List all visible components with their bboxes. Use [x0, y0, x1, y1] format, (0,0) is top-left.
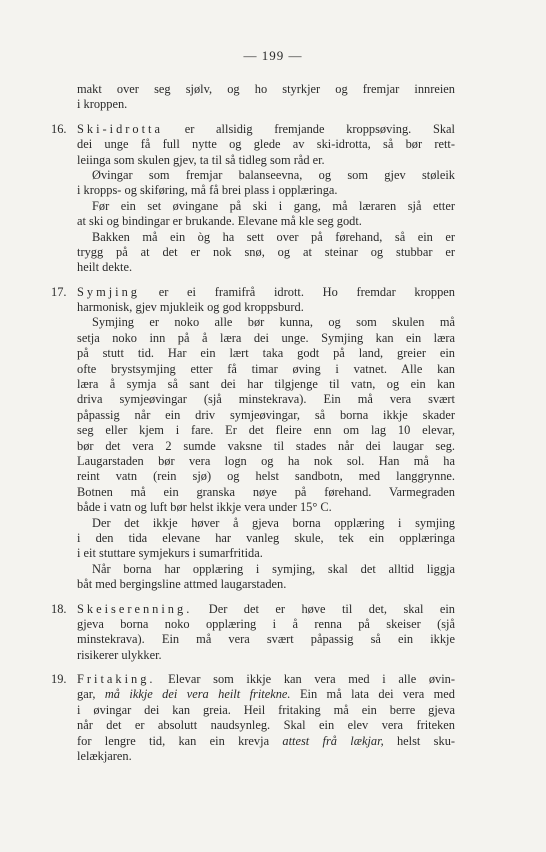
text-line: både i vatn og luft bør helst ikkje vera under 15° C.	[77, 500, 332, 515]
text-line: trygg på at det er nok snø, og at steinar og stubbar er	[77, 244, 455, 259]
emphasis-text: attest frå lækjar,	[282, 733, 384, 748]
text-line: Laugarstaden bør vera logn og ha nok sol. Han må ha	[77, 453, 455, 468]
text-line: heilt dekte.	[77, 260, 133, 275]
text-line: læra å symja så sant dei har tilgjenge til vatn, og ein kan	[77, 377, 455, 392]
text-line: Botnen må ein granska nøye på førehand. Varmegraden	[77, 484, 455, 499]
text-line: harmonisk, gjev mjukleik og god kroppsburd.	[77, 300, 304, 315]
text-line: påpassig når ein driv symjeøvingar, så borna ikkje skader	[77, 407, 455, 422]
section-title: Skeiserenning.	[77, 601, 193, 616]
text-line: setja noko inn på å læra dei unge. Symjing kan ein læra	[77, 330, 455, 345]
text-line: i øvingar dei kan greia. Heil fritaking må ein berre gjeva	[77, 702, 455, 717]
text-line: Der det ikkje høver å gjeva borna opplæring i symjing	[92, 515, 455, 530]
text-line: i kroppen.	[77, 97, 128, 112]
text-line: Øvingar som fremjar balanseevna, og som gjev støleik	[92, 167, 455, 182]
section-title: Fritaking.	[77, 672, 156, 687]
text-line: makt over seg sjølv, og ho styrkjer og fremjar innreien	[77, 82, 455, 96]
section-number: 17.	[51, 284, 67, 299]
section-16	[51, 121, 455, 276]
text-line: i kropps- og skiføring, må få brei plass i opplæringa.	[77, 183, 338, 198]
text-fragment: er allsidig fremjande kroppsøving. Skal	[163, 121, 455, 136]
emphasis-text: må ikkje dei vera heilt fritekne.	[104, 687, 291, 702]
text-line: gjeva borna noko opplæring i å renna på skeiser (sjå	[77, 616, 455, 631]
text-fragment: Ein må lata dei vera med	[290, 687, 455, 702]
text-line: reint vatn (rein sjø) og helst sandbotn, med langgrynne.	[77, 469, 455, 484]
page-number: — 199 —	[243, 48, 303, 63]
text-fragment: Der det er høve til det, skal ein	[192, 601, 455, 616]
text-fragment: for lengre tid, kan ein krevja	[77, 733, 283, 748]
text-fragment: er ei framifrå idrott. Ho fremdar kroppen	[140, 284, 455, 299]
section-number: 16.	[51, 121, 67, 136]
text-line: på stutt tid. Har ein lært taka godt på land, greier ein	[77, 346, 455, 361]
section-18	[51, 601, 455, 664]
text-line: dei unge få full nytte og glede av ski-idrotta, så bør rett-	[77, 137, 455, 152]
text-line: Bakken må ein òg ha sett over på førehand, så ein er	[92, 229, 455, 244]
paragraph-continuation	[77, 82, 455, 113]
section-number: 18.	[51, 601, 67, 616]
text-line: ofte brystsymjing etter få timar øving i vatnet. Alle kan	[77, 361, 455, 376]
text-line: når det er absolutt naudsynleg. Skal ein elev vera friteken	[77, 718, 455, 733]
text-line: driva symjeøvingar (sjå minstekrava). Ein må vera svært	[77, 392, 455, 407]
text-line: leiinga som skulen gjev, ta til så tidleg som råd er.	[77, 152, 325, 167]
section-19	[51, 672, 456, 764]
section-number: 19.	[51, 672, 67, 687]
section-17	[51, 284, 455, 593]
text-line: seg eller kjem i fare. Er det fleire enn om lag 10 elevar,	[77, 423, 455, 438]
text-line: i eit stuttare symjekurs i sumarfritida.	[77, 546, 263, 561]
text-line: Når borna har opplæring i symjing, skal det alltid liggja	[92, 561, 455, 576]
text-line: risikerer ulykker.	[77, 647, 162, 662]
text-line: lelækjaren.	[77, 749, 132, 764]
section-title: Ski-idrotta	[77, 121, 163, 136]
text-fragment: gar,	[77, 687, 105, 702]
text-line: minstekrava). Ein må vera svært påpassig så ein ikkje	[77, 632, 455, 647]
text-line: at ski og bindingar er brukande. Elevane må kle seg godt.	[77, 214, 362, 229]
text-fragment: helst sku-	[383, 733, 456, 748]
text-fragment: Elevar som ikkje kan vera med i alle øvin-	[155, 672, 455, 687]
text-line: i den tida elevane har vanleg skule, tek ein opplæringa	[77, 530, 455, 545]
page-body	[51, 82, 456, 764]
text-line: båt med bergingsline attmed laugarstaden.	[77, 577, 287, 592]
text-line: Før ein set øvingane på ski i gang, må læraren sjå etter	[92, 198, 455, 213]
text-line: bør det vera 2 sumde vaksne til stades når dei laugar seg.	[77, 438, 455, 453]
section-title: Symjing	[77, 284, 140, 299]
text-line: Symjing er noko alle bør kunna, og som skulen må	[92, 315, 455, 330]
